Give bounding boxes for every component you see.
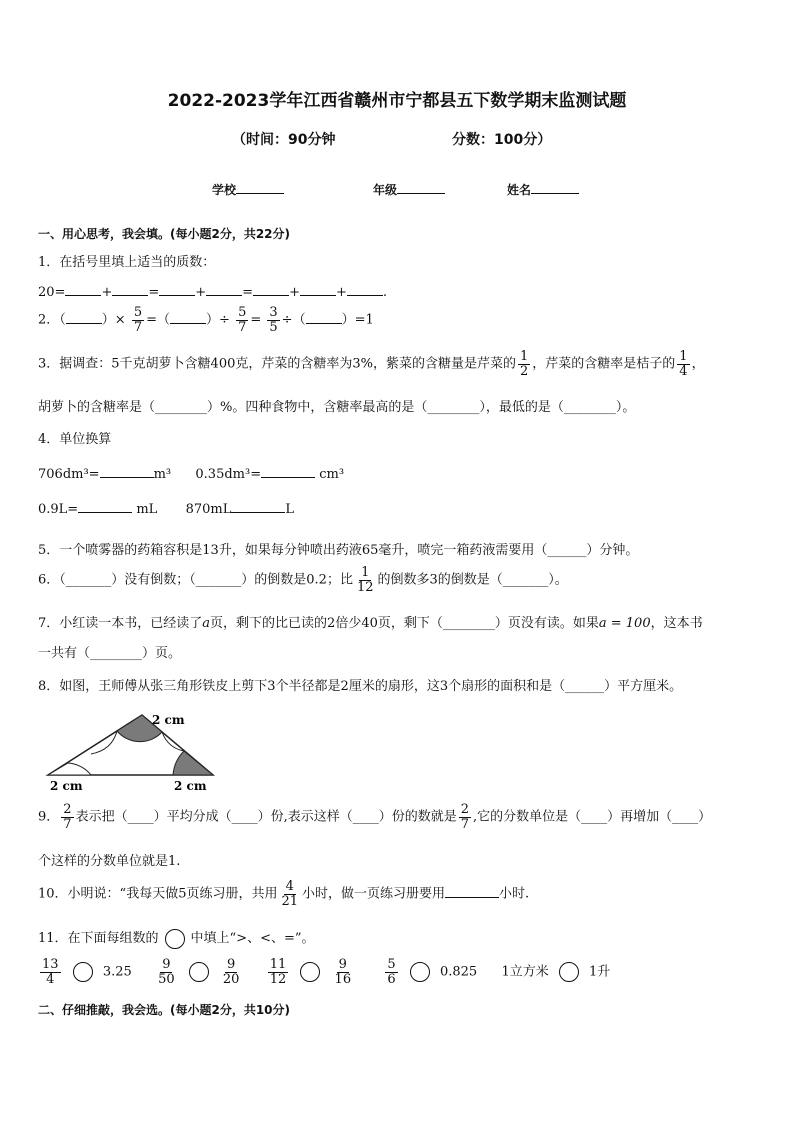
page-title: 2022-2023学年江西省赣州市宁都县五下数学期末监测试题 [167, 91, 627, 111]
name-field[interactable]: 姓名 [507, 181, 579, 198]
question-9-line-2: 个这样的分数单位就是1. [38, 854, 181, 869]
figure-label-left: 2 cm [50, 779, 83, 793]
question-3-line-2: 胡萝卜的含糖率是（________）%。四种食物中，含糖率最高的是（________），最低的是（________）。 [38, 400, 636, 415]
time-label: （时间：90分钟 [232, 132, 336, 148]
question-5: 5．一个喷雾器的药箱容积是13升，如果每分钟喷出药液65毫升，喷完一箱药液需要用（______）分钟。 [38, 543, 639, 558]
compare-circle-5[interactable] [559, 962, 579, 982]
compare-circle-1[interactable] [73, 962, 93, 982]
question-2: 2．（ ）× $\frac{5}{7}$ =（ ）÷ $\frac{5}{7}$ = $\frac{3}{5}$ ÷（ ）=1 [38, 305, 374, 335]
school-field[interactable]: 学校 [212, 181, 284, 198]
question-11-items: $\frac{13}{4}$ 3.25 $\frac{9}{50}$ $\frac{9}{20}$ $\frac{11}{12}$ $\frac{9}{16}$ $\frac{5}{6}$ 0.825 1立方米 1升 [42, 957, 611, 987]
compare-circle-2[interactable] [189, 962, 209, 982]
question-7-line-1: 7．小红读一本书，已经读了a页，剩下的比已读的2倍少40页，剩下（________）页没有读。如果a = 100，这本书 [38, 616, 703, 631]
question-1: 1．在括号里填上适当的质数： [38, 255, 216, 270]
score-label: 分数：100分） [452, 132, 552, 148]
question-1-equation: 20= + = + = + + . [38, 285, 388, 300]
question-3-line-1: 3．据调查：5千克胡萝卜含糖400克，芹菜的含糖率为3%，紫菜的含糖量是芹菜的 $\frac{1}{2}$ ，芹菜的含糖率是桔子的 $\frac{1}{4}$ ， [38, 349, 705, 379]
question-4-row-1: 706dm³= m³ 0.35dm³= cm³ [38, 467, 345, 482]
question-6: 6．（_______）没有倒数；（_______）的倒数是0.2；比 $\frac{1}{12}$ 的倒数多3的倒数是（_______）。 [38, 565, 568, 595]
question-11: 11．在下面每组数的 中填上“>、<、=”。 [38, 927, 315, 949]
triangle-sectors-figure [40, 708, 230, 796]
question-10: 10．小明说：“我每天做5页练习册，共用 $\frac{4}{21}$ 小时，做一页练习册要用 小时. [38, 879, 530, 909]
compare-circle-4[interactable] [410, 962, 430, 982]
question-9-line-1: 9． $\frac{2}{7}$ 表示把（____）平均分成（____）份,表示这样（____）份的数就是 $\frac{2}{7}$ ,它的分数单位是（____）再增加（____） [38, 802, 712, 832]
question-4-row-2: 0.9L= mL 870mL L [38, 502, 295, 517]
question-8: 8．如图，王师傅从张三角形铁皮上剪下3个半径都是2厘米的扇形，这3个扇形的面积和是（______）平方厘米。 [38, 679, 683, 694]
question-4: 4．单位换算 [38, 432, 112, 447]
question-7-line-2: 一共有（________）页。 [38, 646, 182, 661]
compare-circle-example [165, 929, 185, 949]
section-2-heading: 二、仔细推敲，我会选。(每小题2分，共10分) [38, 1003, 291, 1017]
compare-circle-3[interactable] [300, 962, 320, 982]
figure-label-top: 2 cm [152, 713, 185, 727]
grade-field[interactable]: 年级 [373, 181, 445, 198]
section-1-heading: 一、用心思考，我会填。(每小题2分，共22分) [38, 227, 291, 241]
figure-label-right: 2 cm [174, 779, 207, 793]
